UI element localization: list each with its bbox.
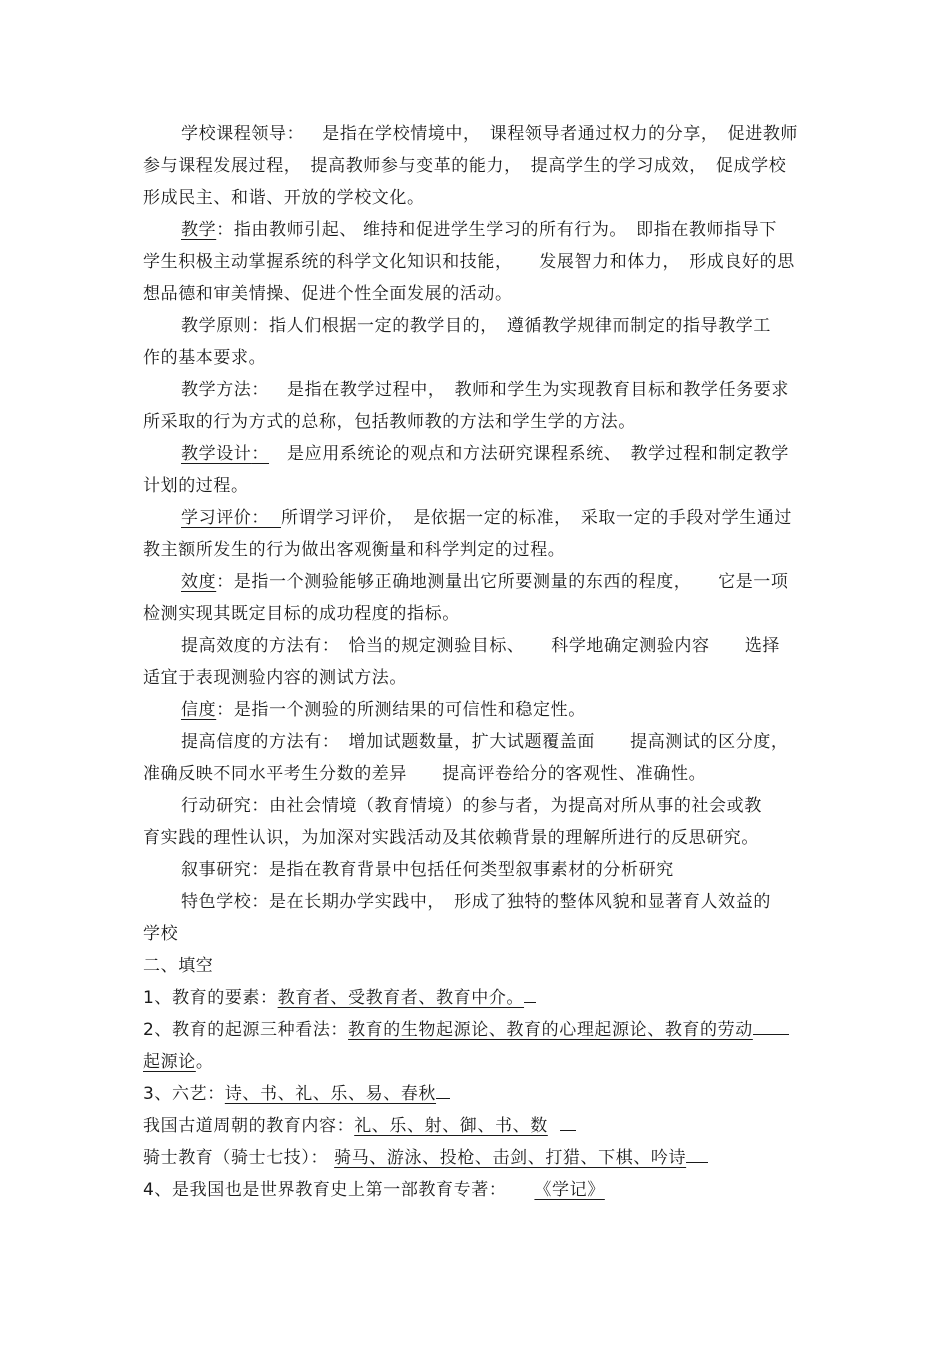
def-action-research: 行动研究：由社会情境（教育情境）的参与者，为提高对所从事的社会或教 xyxy=(181,796,762,816)
def-line: 检测实现其既定目标的成功程度的指标。 xyxy=(143,604,460,624)
def-feature-school: 特色学校：是在长期办学实践中， 形成了独特的整体风貌和显著育人效益的 xyxy=(181,892,771,912)
def-teaching-principle: 教学原则：指人们根据一定的教学目的， 遵循教学规律而制定的指导教学工 xyxy=(181,316,771,336)
answer: 骑马、游泳、投枪、击剑、打猎、下棋、吟诗 xyxy=(334,1148,687,1168)
def-validity: 效度：是指一个测验能够正确地测量出它所要测量的东西的程度， 它是一项 xyxy=(181,572,789,592)
term: 教学原则 xyxy=(181,316,252,336)
def-line: 想品德和审美情操、促进个性全面发展的活动。 xyxy=(143,284,513,304)
fill-q1: 1、教育的要素：教育者、受教育者、教育中介。 xyxy=(143,982,808,1014)
def-reliability: 信度：是指一个测验的所测结果的可信性和稳定性。 xyxy=(181,700,586,720)
term: 信度 xyxy=(181,700,217,720)
document-page xyxy=(143,118,808,1206)
answer: 教育的生物起源论、教育的心理起源论、教育的劳动 xyxy=(348,1020,753,1040)
answer: 诗、书、礼、乐、易、春秋 xyxy=(224,1084,437,1104)
fill-q3: 3、六艺：诗、书、礼、乐、易、春秋 xyxy=(143,1078,808,1110)
term: 特色学校 xyxy=(181,892,252,912)
term: 提高信度的方法有 xyxy=(181,732,322,752)
def-line: 形成民主、和谐、开放的学校文化。 xyxy=(143,188,425,208)
fill-q4: 4、是我国也是世界教育史上第一部教育专著： 《学记》 xyxy=(143,1180,605,1200)
fill-q3b: 我国古道周朝的教育内容：礼、乐、射、御、书、数 xyxy=(143,1110,808,1142)
term: 教学方法 xyxy=(181,380,252,400)
term: 教学 xyxy=(181,220,217,240)
answer: 教育者、受教育者、教育中介。 xyxy=(277,988,525,1008)
term: 效度 xyxy=(181,572,217,592)
term: 学习评价： xyxy=(181,508,269,528)
fill-q2-cont: 起源论。 xyxy=(143,1052,214,1072)
section-heading: 二、填空 xyxy=(143,956,214,976)
fill-q2: 2、教育的起源三种看法：教育的生物起源论、教育的心理起源论、教育的劳动 xyxy=(143,1014,808,1046)
def-line: 参与课程发展过程， 提高教师参与变革的能力， 提高学生的学习成效， 促成学校 xyxy=(143,156,787,176)
def-line: 作的基本要求。 xyxy=(143,348,267,368)
answer: 起源论 xyxy=(143,1052,196,1072)
def-teaching-design: 教学设计： 是应用系统论的观点和方法研究课程系统、 教学过程和制定教学 xyxy=(181,444,789,464)
def-line: 学生积极主动掌握系统的科学文化知识和技能， 发展智力和体力， 形成良好的思 xyxy=(143,252,795,272)
def-reliability-methods: 提高信度的方法有： 增加试题数量，扩大试题覆盖面 提高测试的区分度， xyxy=(181,732,789,752)
def-line: 育实践的理性认识，为加深对实践活动及其依赖背景的理解所进行的反思研究。 xyxy=(143,828,759,848)
answer: 《学记》 xyxy=(534,1180,605,1200)
def-teaching: 教学：指由教师引起、 维持和促进学生学习的所有行为。 即指在教师指导下 xyxy=(181,220,777,240)
def-line: 适宜于表现测验内容的测试方法。 xyxy=(143,668,407,688)
def-line: 所采取的行为方式的总称，包括教师教的方法和学生学的方法。 xyxy=(143,412,636,432)
def-validity-methods: 提高效度的方法有： 恰当的规定测验目标、 科学地确定测验内容 选择 xyxy=(181,636,781,656)
term: 叙事研究 xyxy=(181,860,252,880)
def-line: 教主额所发生的行为做出客观衡量和科学判定的过程。 xyxy=(143,540,566,560)
def-teaching-method: 教学方法： 是指在教学过程中， 教师和学生为实现教育目标和教学任务要求 xyxy=(181,380,789,400)
term: 提高效度的方法有 xyxy=(181,636,322,656)
term: 学校课程领导 xyxy=(181,124,287,144)
def-course-leadership: 学校课程领导： 是指在学校情境中， 课程领导者通过权力的分享， 促进教师 xyxy=(181,124,799,144)
def-line: 计划的过程。 xyxy=(143,476,249,496)
def-line: 学校 xyxy=(143,924,179,944)
fill-q3c: 骑士教育（骑士七技）： 骑马、游泳、投枪、击剑、打猎、下棋、吟诗 xyxy=(143,1142,808,1174)
def-learning-evaluation: 学习评价： 所谓学习评价， 是依据一定的标准， 采取一定的手段对学生通过 xyxy=(181,508,793,528)
term: 教学设计： xyxy=(181,444,270,464)
def-narrative-research: 叙事研究：是指在教育背景中包括任何类型叙事素材的分析研究 xyxy=(181,860,674,880)
answer: 礼、乐、射、御、书、数 xyxy=(354,1116,548,1136)
term: 行动研究 xyxy=(181,796,252,816)
def-line: 准确反映不同水平考生分数的差异 提高评卷给分的客观性、准确性。 xyxy=(143,764,707,784)
